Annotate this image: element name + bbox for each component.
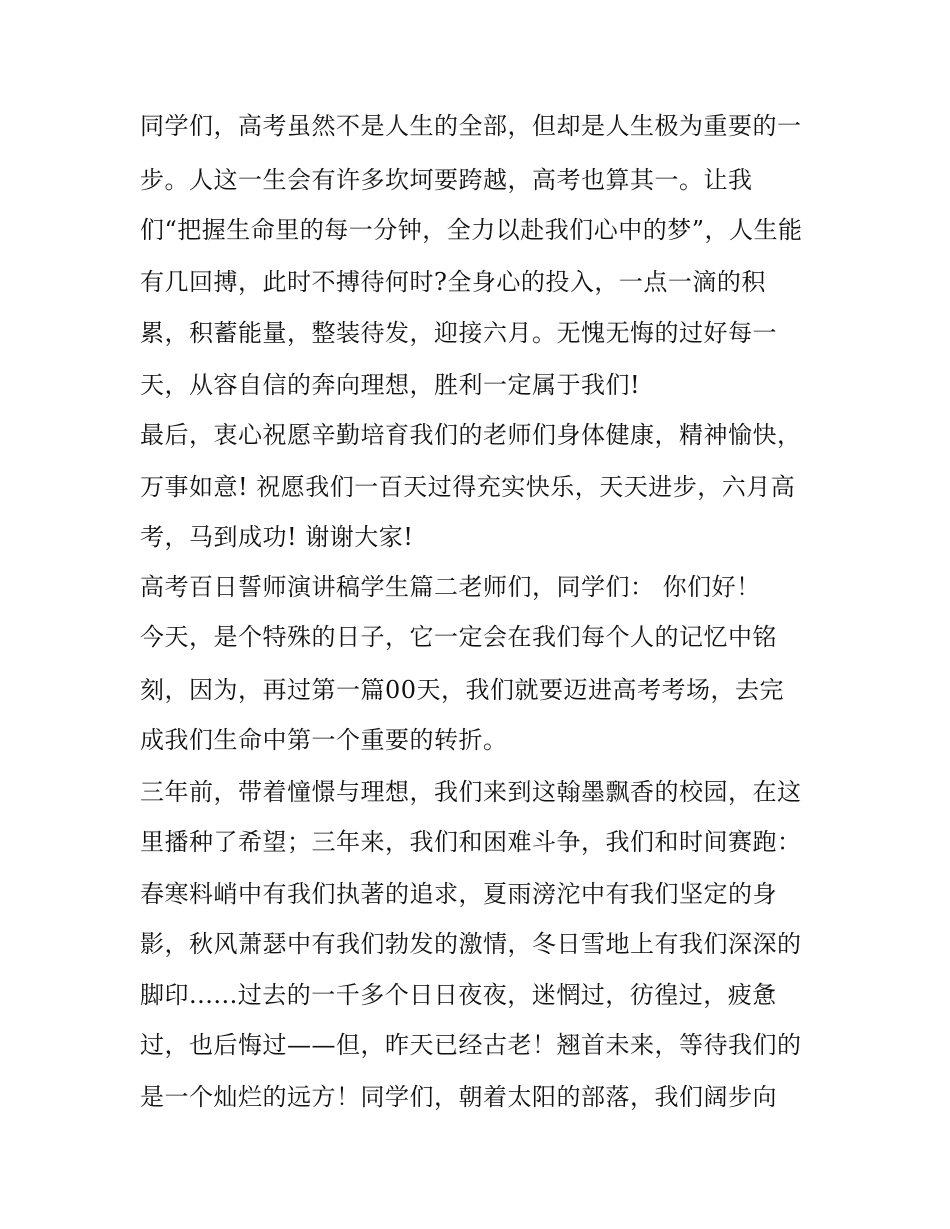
text-line: 们“把握生命里的每一分钟，全力以赴我们心中的梦”，人生能 (140, 216, 803, 244)
text-line: 里播种了希望；三年来，我们和困难斗争，我们和时间赛跑： (140, 828, 802, 856)
text-line: 步。人这一生会有许多坎坷要跨越，高考也算其一。让我 (140, 166, 753, 194)
text-line: 考，马到成功! 谢谢大家! (140, 523, 414, 551)
text-line: 累，积蓄能量，整装待发，迎接六月。无愧无悔的过好每一 (140, 319, 777, 347)
text-line: 三年前，带着憧憬与理想，我们来到这翰墨飘香的校园，在这 (140, 778, 802, 806)
text-line: 高考百日誓师演讲稿学生篇二老师们，同学们： 你们好！ (140, 573, 761, 601)
text-line: 万事如意! 祝愿我们一百天过得充实快乐，天天进步，六月高 (140, 473, 796, 501)
text-line: 刻，因为，再过第一篇00天，我们就要迈进高考考场，去完 (140, 676, 785, 704)
text-line: 成我们生命中第一个重要的转折。 (140, 726, 508, 754)
text-line: 是一个灿烂的远方！同学们，朝着太阳的部落，我们阔步向 (140, 1083, 777, 1111)
text-line: 过，也后悔过——但，昨天已经古老！翘首未来，等待我们的 (140, 1031, 802, 1059)
text-line: 今天，是个特殊的日子，它一定会在我们每个人的记忆中铭 (140, 623, 777, 651)
text-line: 脚印......过去的一千多个日日夜夜，迷惘过，彷徨过，疲惫 (140, 981, 777, 1009)
text-line: 有几回搏，此时不搏待何时?全身心的投入，一点一滴的积 (140, 268, 766, 296)
text-line: 天，从容自信的奔向理想，胜利一定属于我们! (140, 371, 641, 399)
text-line: 最后，衷心祝愿辛勤培育我们的老师们身体健康，精神愉快， (140, 421, 802, 449)
text-line: 同学们，高考虽然不是人生的全部，但却是人生极为重要的一 (140, 112, 802, 140)
text-line: 春寒料峭中有我们执著的追求，夏雨滂沱中有我们坚定的身 (140, 880, 777, 908)
text-line: 影，秋风萧瑟中有我们勃发的激情，冬日雪地上有我们深深的 (140, 930, 802, 958)
